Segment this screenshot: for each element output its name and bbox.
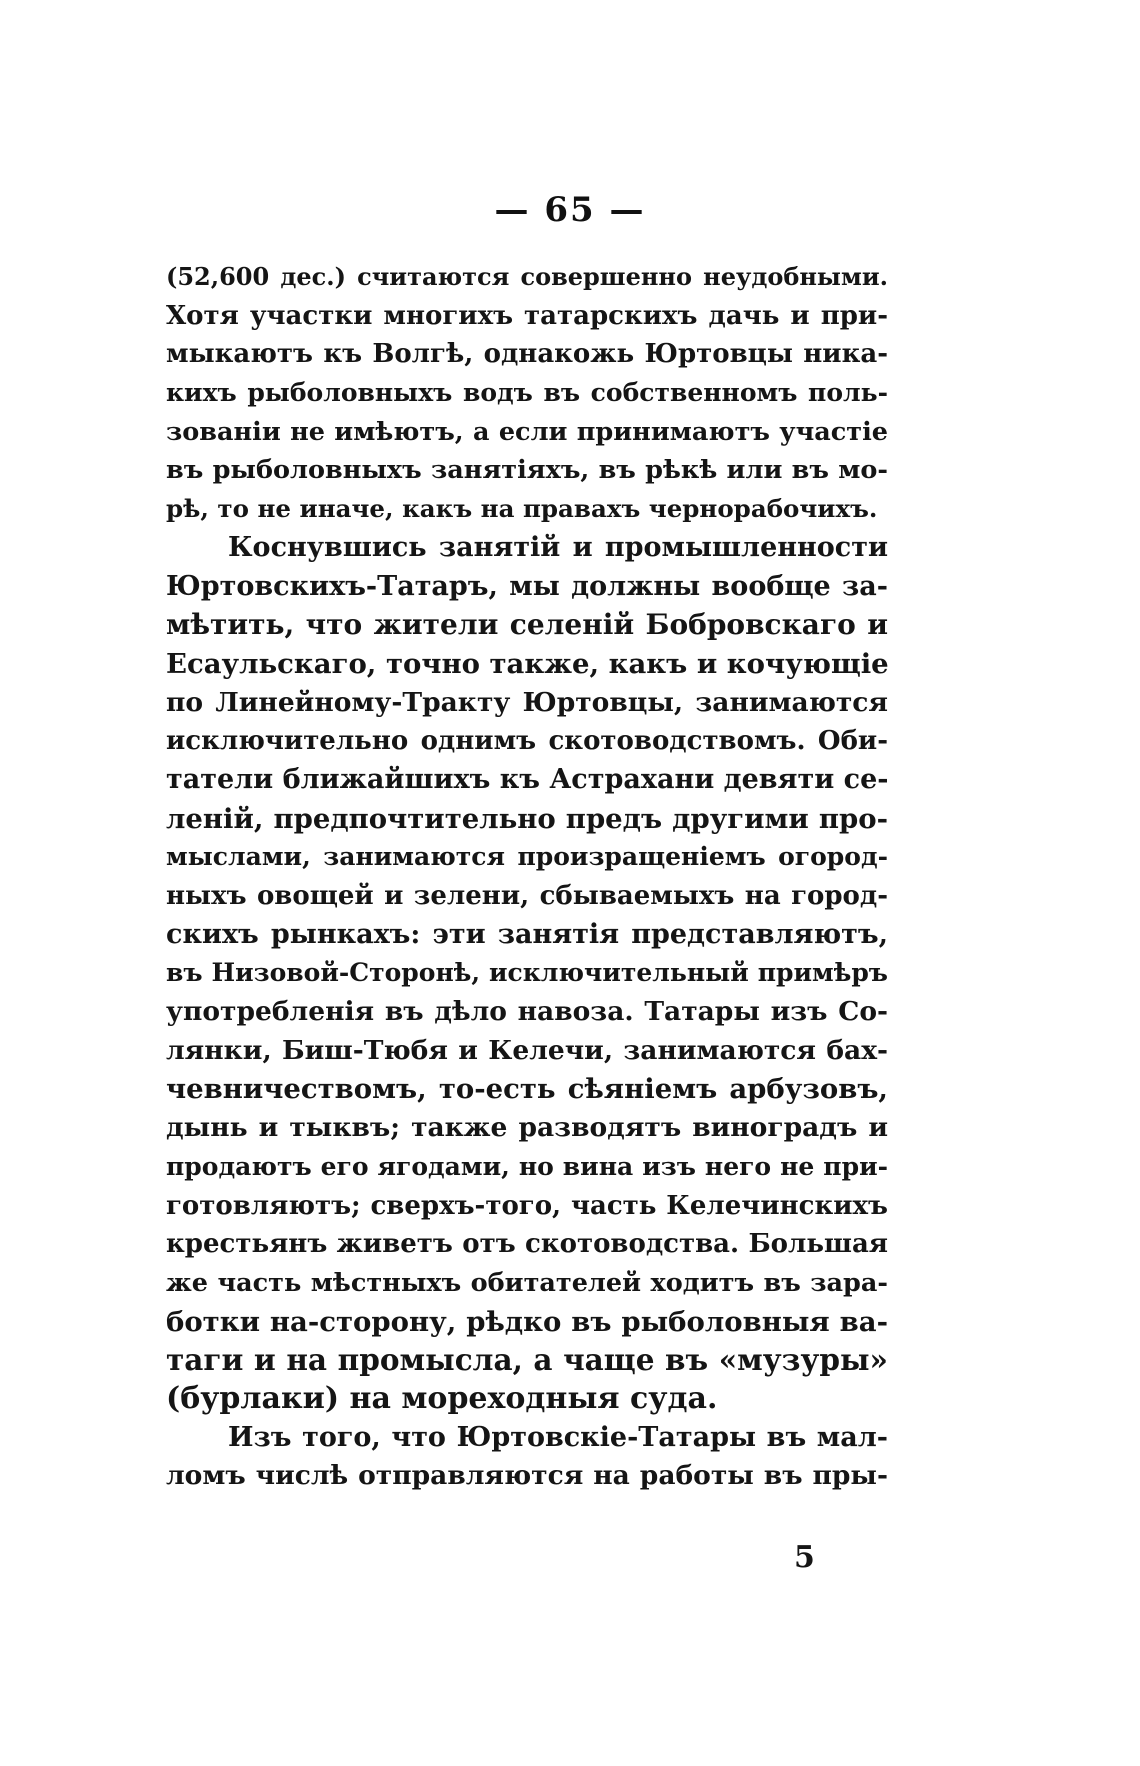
text-line: мыслами, занимаются произращеніемъ огород- [166,842,888,872]
signature-mark: 5 [794,1540,815,1575]
text-line: употребленія въ дѣло навоза. Татары изъ Со- [166,996,888,1028]
text-line: же часть мѣстныхъ обитателей ходитъ въ зара- [166,1267,888,1298]
text-line: скихъ рынкахъ: эти занятія представляютъ, [166,918,888,950]
text-line: (бурлаки) на мореходныя суда. [166,1380,718,1416]
text-line: исключительно однимъ скотоводствомъ. Оби- [166,726,888,757]
text-line: ботки на-сторону, рѣдко въ рыболовныя ва- [166,1305,888,1338]
text-line: по Линейному-Тракту Юртовцы, занимаются [166,686,888,718]
text-line: рѣ, то не иначе, какъ на правахъ чернорабочихъ. [166,494,878,524]
text-line: Изъ того, что Юртовскіе-Татары въ мал- [228,1421,888,1453]
text-line: леній, предпочтительно предъ другими про- [166,802,888,835]
text-line: зованіи не имѣютъ, а если принимаютъ участіе [166,416,888,447]
text-line: готовляютъ; сверхъ-того, часть Келечинскихъ [166,1190,888,1221]
text-line: таги и на промысла, а чаще въ «музуры» [166,1342,888,1378]
text-line: (52,600 дес.) считаются совершенно неудобными. [166,262,888,291]
text-line: въ Низовой-Сторонѣ, исключительный примѣръ [166,958,888,988]
text-line: лянки, Биш-Тюбя и Келечи, занимаются бах- [166,1034,888,1066]
text-line: продаютъ его ягодами, но вина изъ него не при- [166,1151,888,1181]
text-line: Коснувшись занятій и промышленности [228,531,888,563]
text-line: татели ближайшихъ къ Астрахани девяти се- [166,763,889,795]
text-line: мѣтить, что жители селеній Бобровскаго и [166,608,888,642]
text-line: дынь и тыквъ; также разводятъ виноградъ и [166,1112,888,1144]
body-text [166,258,888,1496]
text-line: мыкаютъ къ Волгѣ, однакожь Юртовцы ника- [166,339,888,370]
text-line: чевничествомъ, то-есть сѣяніемъ арбузовъ, [166,1073,888,1106]
text-line: ломъ числѣ отправляются на работы въ пры- [166,1460,888,1492]
text-line: Есаульскаго, точно также, какъ и кочующіе [166,647,889,680]
text-line: кихъ рыболовныхъ водъ въ собственномъ поль- [166,378,888,408]
text-line: ныхъ овощей и зелени, сбываемыхъ на город- [166,881,888,911]
text-line: въ рыболовныхъ занятіяхъ, въ рѣкѣ или въ мо- [166,455,888,486]
text-line: Хотя участки многихъ татарскихъ дачь и при- [166,300,888,331]
text-line: крестьянъ живетъ отъ скотоводства. Большая [166,1229,888,1260]
text-line: Юртовскихъ-Татаръ, мы должны вообще за- [166,570,888,602]
page-number: — 65 — [494,190,646,230]
